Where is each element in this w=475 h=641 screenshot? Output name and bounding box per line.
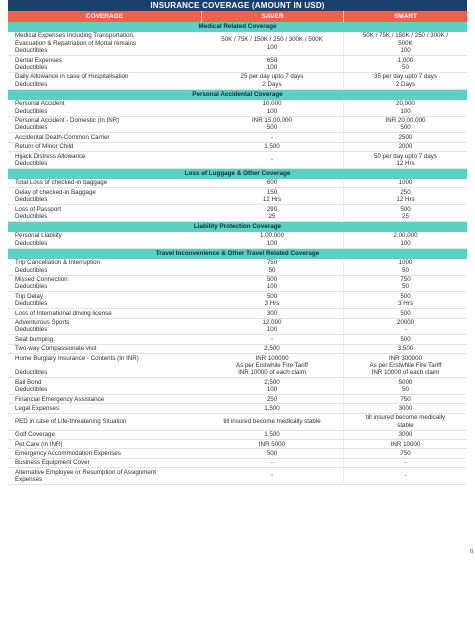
cell-line: Deductibles [15, 196, 48, 204]
cell-line: 12,000 [262, 319, 282, 326]
cell-line: 650 [266, 56, 278, 64]
table-row [8, 205, 467, 222]
cell-line: 50 [402, 266, 409, 274]
smart-cell [343, 309, 467, 317]
cell-line: 25 per day upto 7 days [240, 73, 304, 81]
table-row [8, 276, 467, 293]
saver-cell [201, 404, 343, 412]
cell-line: Expenses [15, 476, 43, 484]
cell-line: 500 [266, 276, 278, 284]
table-row [8, 152, 467, 169]
cell-line: Trip Cancellation & Interruption [15, 259, 101, 267]
cell-line: INR 15,00,000 [252, 117, 292, 125]
cell-line: Seat bumping [15, 335, 54, 343]
saver-cell [201, 259, 343, 275]
cell-line: 5000 [398, 378, 413, 386]
cell-line: Loss of International driving license [15, 309, 112, 317]
smart-cell [343, 459, 467, 467]
saver-cell [201, 100, 343, 116]
cell-line: 3 Hrs [264, 300, 280, 308]
cell-line: INR 5000 [258, 440, 286, 448]
saver-cell [201, 188, 343, 204]
coverage-cell [8, 32, 201, 55]
cell-line: Adventurous Sports [15, 319, 70, 326]
coverage-cell [8, 179, 201, 187]
cell-line: Return of Minor Child [15, 143, 74, 151]
cell-line: 50 [268, 266, 276, 274]
table-row [8, 345, 467, 354]
cell-line: 3000 [398, 431, 413, 439]
cell-line: 1000 [398, 259, 413, 267]
cell-line: 3 Hrs [398, 300, 413, 308]
table-row [8, 335, 467, 344]
table-row [8, 100, 467, 117]
column-header-saver: SAVER [201, 11, 343, 22]
cell-line: 600 [266, 179, 278, 187]
cell-line: 100 [266, 43, 278, 51]
cell-line: - [270, 335, 274, 343]
cell-line: 100 [400, 47, 411, 55]
smart-cell [343, 354, 467, 377]
section-heading: Personal Accidental Coverage [8, 90, 467, 100]
table-row [8, 188, 467, 205]
saver-cell [201, 335, 343, 343]
cell-line: 12 Hrs [262, 196, 282, 204]
table-row [8, 414, 467, 431]
cell-line: 50 per day upto 7 days [374, 152, 437, 160]
smart-cell [343, 449, 467, 457]
cell-line: 100 [400, 107, 411, 115]
cell-line: 2500 [398, 133, 413, 141]
coverage-cell [8, 319, 201, 335]
table-row [8, 319, 467, 336]
cell-line: 750 [400, 449, 411, 457]
coverage-cell [8, 395, 201, 403]
cell-line: 150 [266, 188, 278, 196]
table-row [8, 143, 467, 152]
saver-cell [201, 179, 343, 187]
cell-line: As per Erstwhile Fire Tariff [236, 361, 308, 369]
smart-cell [343, 117, 467, 133]
cell-line: INR 10000 [390, 440, 421, 448]
saver-cell [201, 133, 343, 141]
cell-line: 1,00,000 [259, 232, 285, 240]
cell-line: 750 [400, 395, 411, 403]
coverage-cell [8, 431, 201, 439]
cell-line: 100 [266, 239, 278, 247]
cell-line: Hijack Distress Allowance [15, 152, 86, 160]
cell-line: 20,000 [396, 100, 415, 108]
smart-cell [343, 468, 467, 484]
table-row [8, 292, 467, 309]
saver-cell [201, 152, 343, 168]
cell-line: Deductibles [15, 47, 48, 55]
table-row [8, 395, 467, 404]
coverage-cell [8, 449, 201, 457]
cell-line: stable [397, 421, 414, 429]
cell-line: 500 [266, 449, 278, 457]
table-row [8, 468, 467, 485]
cell-line: Deductibles [15, 213, 48, 221]
cell-line: Dental Expenses [15, 56, 62, 64]
cell-line: INR 100000 [255, 354, 289, 362]
cell-line: till insured become medically [365, 414, 446, 422]
smart-cell [343, 188, 467, 204]
smart-cell [343, 414, 467, 430]
cell-line: 2000 [398, 143, 413, 151]
saver-cell [201, 354, 343, 377]
coverage-cell [8, 276, 201, 292]
cell-line: Deductibles [15, 80, 48, 88]
column-header-row [8, 11, 467, 22]
cell-line: Bail Bond [15, 378, 42, 386]
table-row [8, 32, 467, 56]
column-header-coverage: COVERAGE [85, 13, 124, 20]
cell-line: Deductibles [15, 369, 48, 377]
cell-line: 300 [266, 309, 278, 317]
cell-line: Trip Delay [15, 292, 43, 300]
smart-cell [343, 152, 467, 168]
smart-cell [343, 179, 467, 187]
cell-line: Deductibles [15, 386, 48, 394]
coverage-cell [8, 335, 201, 343]
cell-line: Pet Care (in INR) [15, 440, 63, 448]
cell-line: - [270, 472, 274, 480]
cell-line: 100 [266, 326, 278, 334]
cell-line: 50 [402, 64, 409, 72]
smart-cell [343, 143, 467, 151]
cell-line: INR 300000 [388, 354, 423, 362]
smart-cell [343, 205, 467, 221]
cell-line: 2,500 [264, 345, 280, 353]
cell-line: 2,00,000 [393, 232, 418, 240]
saver-cell [201, 468, 343, 484]
cell-line: 50K / 75K / 150K / 250 / 300K / 500K [221, 36, 323, 44]
saver-cell [201, 32, 343, 55]
coverage-cell [8, 56, 201, 72]
table-row [8, 354, 467, 378]
cell-line: Personal Accident [15, 100, 65, 108]
smart-cell [343, 32, 467, 55]
cell-line: 2 Days [395, 80, 416, 88]
cell-line: Two-way Compassionate visit [15, 345, 97, 353]
coverage-table [8, 0, 467, 485]
right-edge-strip [467, 0, 475, 641]
smart-cell [343, 395, 467, 403]
cell-line: 750 [266, 259, 278, 267]
cell-line: 10,000 [262, 100, 282, 108]
cell-line: INR 20,00,000 [385, 117, 426, 125]
coverage-cell [8, 378, 201, 394]
coverage-cell [8, 345, 201, 353]
cell-line: 1000 [398, 179, 413, 187]
cell-line: 500 [400, 124, 411, 132]
column-header-smart: SMART [343, 11, 467, 22]
cell-line: Missed Connection [15, 276, 68, 284]
cell-line: Total Loss of checked-in baggage [15, 179, 108, 187]
cell-line: 35 per day upto 7 days [374, 73, 437, 81]
cell-line: 500 [400, 205, 411, 213]
cell-line: 3,500 [397, 345, 414, 353]
smart-cell [343, 232, 467, 248]
table-row [8, 232, 467, 249]
coverage-cell [8, 143, 201, 151]
saver-cell [201, 378, 343, 394]
saver-cell [201, 431, 343, 439]
cell-line: Financial Emergency Assistance [15, 395, 105, 403]
cell-line: 100 [266, 386, 278, 394]
coverage-cell [8, 354, 201, 377]
section-heading: Medical Related Coverage [8, 22, 467, 32]
section-heading: Liability Protection Coverage [8, 222, 467, 232]
cell-line: Deductibles [15, 64, 48, 72]
smart-cell [343, 73, 467, 89]
smart-cell [343, 292, 467, 308]
smart-cell [343, 335, 467, 343]
table-row [8, 133, 467, 142]
table-row [8, 404, 467, 413]
smart-cell [343, 440, 467, 448]
section-heading: Loss of Luggage & Other Coverage [8, 169, 467, 179]
coverage-cell [8, 117, 201, 133]
smart-cell [343, 259, 467, 275]
cell-line: Personal Liability [15, 232, 62, 240]
table-row [8, 259, 467, 276]
cell-line: PED in case of Life-threatening Situation [15, 418, 127, 426]
cell-line: 1,500 [264, 143, 280, 151]
cell-line: 500 [400, 292, 411, 300]
smart-cell [343, 345, 467, 353]
table-row [8, 73, 467, 90]
coverage-cell [8, 404, 201, 412]
table-row [8, 459, 467, 468]
cell-line: Loss of Passport [15, 205, 62, 213]
saver-cell [201, 205, 343, 221]
cell-line: INR 10000 of each claim [371, 369, 440, 377]
cell-line: Evacuation & Repatriation of Mortal remains [15, 39, 137, 47]
coverage-cell [8, 292, 201, 308]
cell-line: Deductibles [15, 266, 48, 274]
saver-cell [201, 232, 343, 248]
cell-line: 500K [398, 39, 413, 47]
cell-line: 3000 [398, 404, 413, 412]
cell-line: 250 [400, 188, 411, 196]
smart-cell [343, 276, 467, 292]
smart-cell [343, 378, 467, 394]
smart-cell [343, 319, 467, 335]
coverage-cell [8, 152, 201, 168]
table-row [8, 431, 467, 440]
saver-cell [201, 117, 343, 133]
table-row [8, 309, 467, 318]
smart-cell [343, 56, 467, 72]
saver-cell [201, 309, 343, 317]
table-row [8, 179, 467, 188]
cell-line: 100 [400, 239, 411, 247]
cell-line: 500 [400, 335, 411, 343]
cell-line: - [404, 472, 407, 480]
cell-line: 50K / 75K / 150K / 250 / 300K / [362, 32, 449, 40]
cell-line: Delay of checked-in Baggage [15, 188, 96, 196]
cell-line: Deductibles [15, 124, 48, 132]
cell-line: Deductibles [15, 107, 48, 115]
cell-line: Deductibles [15, 160, 48, 168]
cell-line: 100 [266, 283, 278, 291]
saver-cell [201, 319, 343, 335]
saver-cell [201, 292, 343, 308]
cell-line: 250 [266, 395, 278, 403]
cell-line: Deductibles [15, 283, 48, 291]
saver-cell [201, 414, 343, 430]
section-heading: Travel Inconvenience & Other Travel Related Coverage [8, 249, 467, 259]
coverage-cell [8, 414, 201, 430]
table-row [8, 440, 467, 449]
saver-cell [201, 56, 343, 72]
coverage-cell [8, 259, 201, 275]
cell-line: Accidental Death-Common Carrier [15, 133, 110, 141]
table-title: INSURANCE COVERAGE (AMOUNT IN USD) [8, 0, 467, 11]
cell-line: 100 [266, 107, 278, 115]
cell-line: Personal Accident - Domestic (In INR) [15, 117, 120, 125]
coverage-cell [8, 309, 201, 317]
coverage-cell [8, 100, 201, 116]
cell-line: Golf Coverage [15, 431, 55, 439]
cell-line: 1,500 [264, 431, 280, 439]
smart-cell [343, 404, 467, 412]
cell-line: till insured become medically stable [223, 418, 321, 426]
saver-cell [201, 459, 343, 467]
cell-line: 100 [266, 64, 278, 72]
cell-line: 12 Hrs [396, 160, 415, 168]
cell-line: 20000 [396, 319, 415, 326]
cell-line: 25 [268, 213, 276, 221]
coverage-cell [8, 188, 201, 204]
cell-line: 500 [266, 124, 278, 132]
cell-line: Legal Expenses [15, 404, 60, 412]
saver-cell [201, 345, 343, 353]
cell-line: Deductibles [15, 326, 48, 334]
cell-line: As per Erstwhile Fire Tariff [369, 361, 442, 369]
cell-line: 1,500 [264, 404, 280, 412]
smart-cell [343, 100, 467, 116]
cell-line: 500 [266, 292, 278, 300]
cell-line: Home Burglary Insurance - Contents (In INR) [15, 354, 139, 362]
cell-line: Alternative Employee or Resumption of Assignment [15, 468, 157, 476]
edge-text: ti [470, 549, 473, 555]
cell-line: 50 [402, 386, 409, 394]
cell-line: Deductibles [15, 300, 48, 308]
cell-line: 12 Hrs [396, 196, 415, 204]
coverage-cell [8, 133, 201, 141]
saver-cell [201, 449, 343, 457]
saver-cell [201, 276, 343, 292]
cell-line: - [270, 133, 274, 141]
cell-line: Emergency Accommodation Expenses [15, 449, 121, 457]
coverage-cell [8, 459, 201, 467]
saver-cell [201, 395, 343, 403]
table-row [8, 378, 467, 395]
cell-line: 2 Days [262, 80, 282, 88]
table-row [8, 56, 467, 73]
cell-line: 1,000 [397, 56, 414, 64]
saver-cell [201, 73, 343, 89]
cell-line: 290 [266, 205, 278, 213]
cell-line: INR 10000 of each claim [238, 369, 306, 377]
cell-line: Daily Allowance in case of Hospitalisation [15, 73, 129, 81]
cell-line: - [270, 459, 274, 467]
smart-cell [343, 431, 467, 439]
cell-line: 500 [400, 309, 411, 317]
coverage-cell [8, 440, 201, 448]
cell-line: 25 [402, 213, 409, 221]
cell-line: 750 [400, 276, 411, 284]
cell-line: Business Equipment Cover [15, 459, 90, 467]
smart-cell [343, 133, 467, 141]
cell-line: - [404, 459, 407, 467]
saver-cell [201, 440, 343, 448]
coverage-cell [8, 205, 201, 221]
coverage-cell [8, 232, 201, 248]
cell-line: 50 [402, 283, 409, 291]
cell-line: 2,500 [264, 378, 280, 386]
cell-line: - [404, 326, 407, 334]
table-row [8, 449, 467, 458]
table-body [8, 22, 467, 485]
cell-line [15, 362, 201, 369]
coverage-cell [8, 468, 201, 484]
cell-line: Deductibles [15, 239, 48, 247]
coverage-cell [8, 73, 201, 89]
table-row [8, 117, 467, 134]
cell-line: - [270, 156, 274, 164]
saver-cell [201, 143, 343, 151]
cell-line: Medical Expenses Including Transportation, [15, 32, 135, 40]
